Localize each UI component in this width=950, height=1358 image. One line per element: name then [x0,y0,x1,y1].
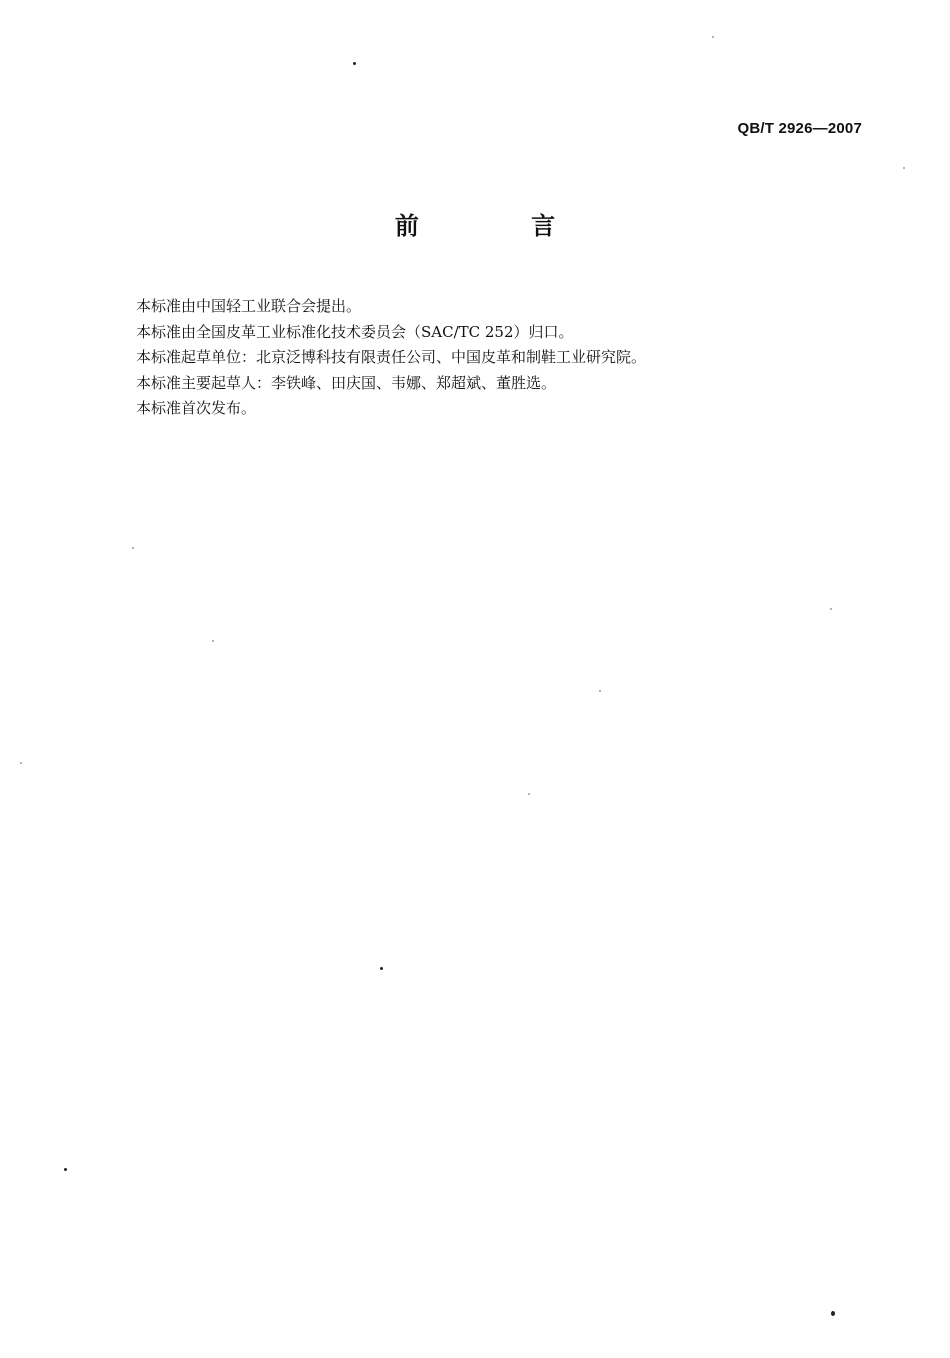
foreword-line-committee: 本标准由全国皮革工业标准化技术委员会（SAC/TC 252）归口。 [136,322,574,341]
scan-speck [903,167,905,169]
foreword-line-drafters: 本标准主要起草人：李铁峰、田庆国、韦娜、郑超斌、董胜选。 [136,373,557,392]
scan-speck [380,967,383,970]
scan-speck [20,762,22,764]
foreword-line-first-release: 本标准首次发布。 [136,399,257,417]
scan-speck [353,62,356,65]
scan-speck [132,547,134,549]
foreword-line-proposer: 本标准由中国轻工业联合会提出。 [136,297,362,315]
scan-speck [831,1311,835,1316]
page-title: 前 言 [394,212,608,240]
scan-speck [212,640,214,642]
standard-code: QB/T 2926—2007 [737,120,862,137]
scan-speck [64,1168,67,1171]
scan-speck [599,690,601,692]
foreword-line-drafting-units: 本标准起草单位：北京泛博科技有限责任公司、中国皮革和制鞋工业研究院。 [136,348,647,366]
scan-speck [528,793,530,795]
scan-speck [712,36,714,38]
scan-speck [830,608,832,610]
foreword-body [136,294,856,422]
